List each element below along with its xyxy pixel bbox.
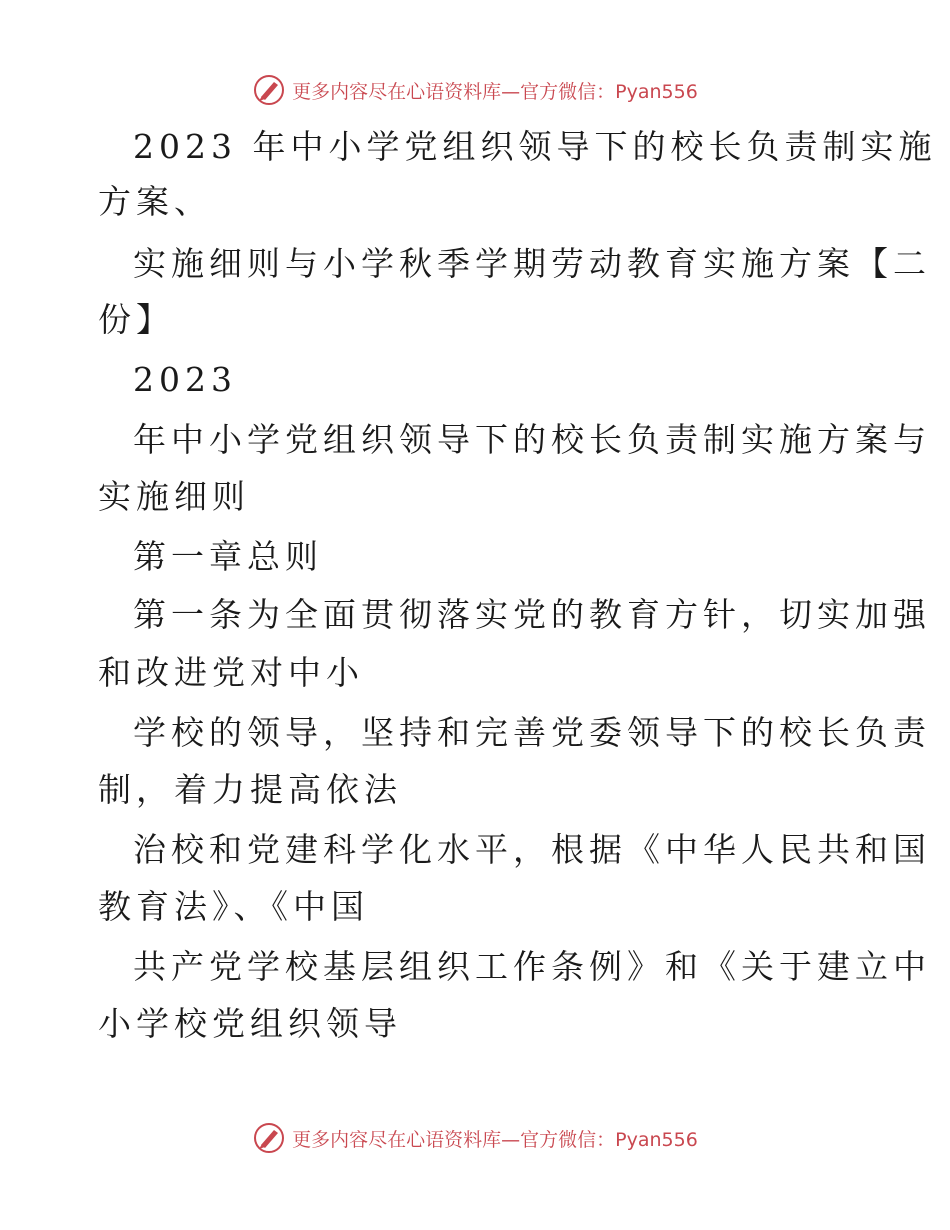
text-line: 学校的领导，坚持和完善党委领导下的校长负责 [133,713,931,752]
text-line: 实施细则 [98,477,250,516]
watermark-text: 更多内容尽在心语资料库—官方微信：Pyan556 [292,1128,698,1151]
text-line: 治校和党建科学化水平，根据《中华人民共和国 [133,830,931,869]
section-heading: 第一章总则 [133,537,323,576]
watermark-text: 更多内容尽在心语资料库—官方微信：Pyan556 [292,80,698,103]
text-line: 第一条为全面贯彻落实党的教育方针，切实加强 [133,595,931,634]
text-line: 教育法》、《中国 [98,887,369,926]
text-line: 和改进党对中小 [98,653,364,692]
text-line: 2023 [133,360,237,399]
text-line: 制，着力提高依法 [98,770,402,809]
text-line: 实施细则与小学秋季学期劳动教育实施方案【二 [133,244,931,283]
text-line: 2023 年中小学党组织领导下的校长负责制实施 [133,127,937,166]
pen-logo-icon [252,1121,286,1155]
text-line: 小学校党组织领导 [98,1004,402,1043]
text-line: 方案、 [98,182,212,221]
text-line: 共产党学校基层组织工作条例》和《关于建立中 [133,947,931,986]
footer-watermark [0,1118,950,1158]
text-line: 年中小学党组织领导下的校长负责制实施方案与 [133,420,931,459]
text-line: 份】 [98,300,174,339]
